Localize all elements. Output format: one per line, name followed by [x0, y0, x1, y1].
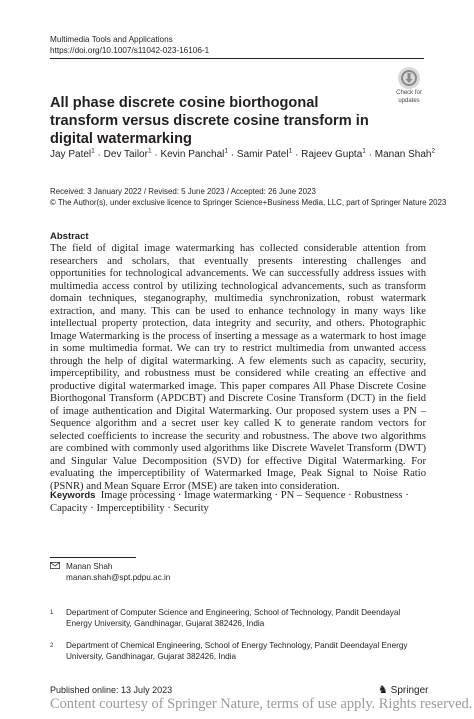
header-rule: [50, 58, 424, 59]
doi-link[interactable]: https://doi.org/10.1007/s11042-023-16106-1: [50, 46, 210, 55]
journal-name: Multimedia Tools and Applications: [50, 35, 173, 44]
publication-dates: [50, 186, 446, 208]
affiliation-2: [50, 641, 426, 662]
corresponding-author: Manan Shah: [66, 562, 113, 571]
date-history: Received: 3 January 2022 / Revised: 5 June 2023 / Accepted: 26 June 2023: [50, 187, 316, 196]
author[interactable]: Dev Tailor$^1$: [103, 148, 152, 161]
keywords-list: Image processing · Image watermarking · PN – Sequence · Robustness · Capacity · Imperceptibility · Security: [50, 490, 409, 514]
paper-title: All phase discrete cosine biorthogonal transform versus discrete cosine transform in digital watermarking: [50, 95, 369, 147]
check-for-updates-badge[interactable]: [392, 67, 426, 105]
journal-header: [50, 34, 209, 56]
check-updates-icon: [398, 67, 420, 89]
footnote-rule: [50, 557, 136, 558]
keywords: [50, 490, 426, 515]
author[interactable]: Samir Patel$^1$: [236, 148, 293, 161]
author[interactable]: Kevin Panchal$^1$: [160, 148, 229, 161]
affiliation-text: Department of Computer Science and Engineering, School of Technology, Pandit Deendayal Energy University, Gandhinagar, Gujarat 382426, India: [66, 608, 401, 628]
content-credit: Content courtesy of Springer Nature, terms of use apply. Rights reserved.: [50, 696, 473, 712]
keywords-heading: Keywords: [50, 490, 96, 501]
abstract-heading: Abstract: [50, 231, 89, 242]
affiliation-text: Department of Chemical Engineering, School of Energy Technology, Pandit Deendayal Energy University, Gandhinagar, Gujarat 382426, India: [66, 641, 408, 661]
badge-label-2: updates: [398, 97, 420, 104]
copyright-notice: © The Author(s), under exclusive licence to Springer Science+Business Media, LLC, part of Springer Nature 2023: [50, 198, 447, 207]
author[interactable]: Jay Patel$^1$: [50, 148, 95, 161]
affiliation-1: [50, 608, 426, 629]
author-list: Jay Patel$^1$ · Dev Tailor$^1$ · Kevin Panchal$^1$ · Samir Patel$^1$ · Rajeev Gupta$^1$ · Manan Shah$^2$: [50, 148, 436, 161]
author[interactable]: Manan Shah$^2$: [374, 148, 436, 161]
publisher-logo: [378, 683, 428, 696]
envelope-icon: [50, 561, 66, 572]
badge-label-1: Check for: [396, 90, 422, 96]
affiliation-number: 1: [50, 610, 54, 616]
corresponding-email[interactable]: manan.shah@spt.pdpu.ac.in: [66, 573, 171, 582]
publisher-name: Springer: [390, 685, 429, 696]
published-online: Published online: 13 July 2023: [50, 685, 173, 695]
springer-horse-icon: ♞: [378, 684, 388, 696]
abstract-text: The field of digital image watermarking has collected considerable attention from researchers and scholars, that eventually presents interesting challenges and opportunities for technological advancements. We can successfully address issues with multimedia access control by utilizing technological advancements, such as transform domain techniques, steganography, multimedia synchronization, robust watermark extraction, and many. This can be used to enhance technology in many ways like intellectual property protection, data integrity and security, and others. Photographic Image Watermarking is the process of inserting a message as a watermark to host image in some multimedia format. We can try to restrict multimedia from unwanted access through the help of digital watermarking. A few elements such as capacity, security, imperceptibility, and robustness must be considered while creating an effective and productive digital watermarked image. This paper compares All Phase Discrete Cosine Biorthogonal Transform (APDCBT) and Discrete Cosine Transform (DCT) in the field of image authentication and Digital Watermarking. Our proposed system uses a PN – Sequence algorithm and a secret user key called K to generate random vectors for selected coefficients to increase the security and robustness. The above two algorithms are combined with commonly used algorithms like Discrete Wavelet Transform (DWT) and Singular Value Decomposition (SVD) for effective Digital Watermarking. For evaluating the imperceptibility of Watermarked Image, Peak Signal to Noise Ratio (PSNR) and Mean Square Error (MSE) are taken into consideration.: [50, 243, 426, 492]
author[interactable]: Rajeev Gupta$^1$: [301, 148, 366, 161]
correspondence: [50, 561, 170, 583]
affiliation-number: 2: [50, 643, 54, 649]
